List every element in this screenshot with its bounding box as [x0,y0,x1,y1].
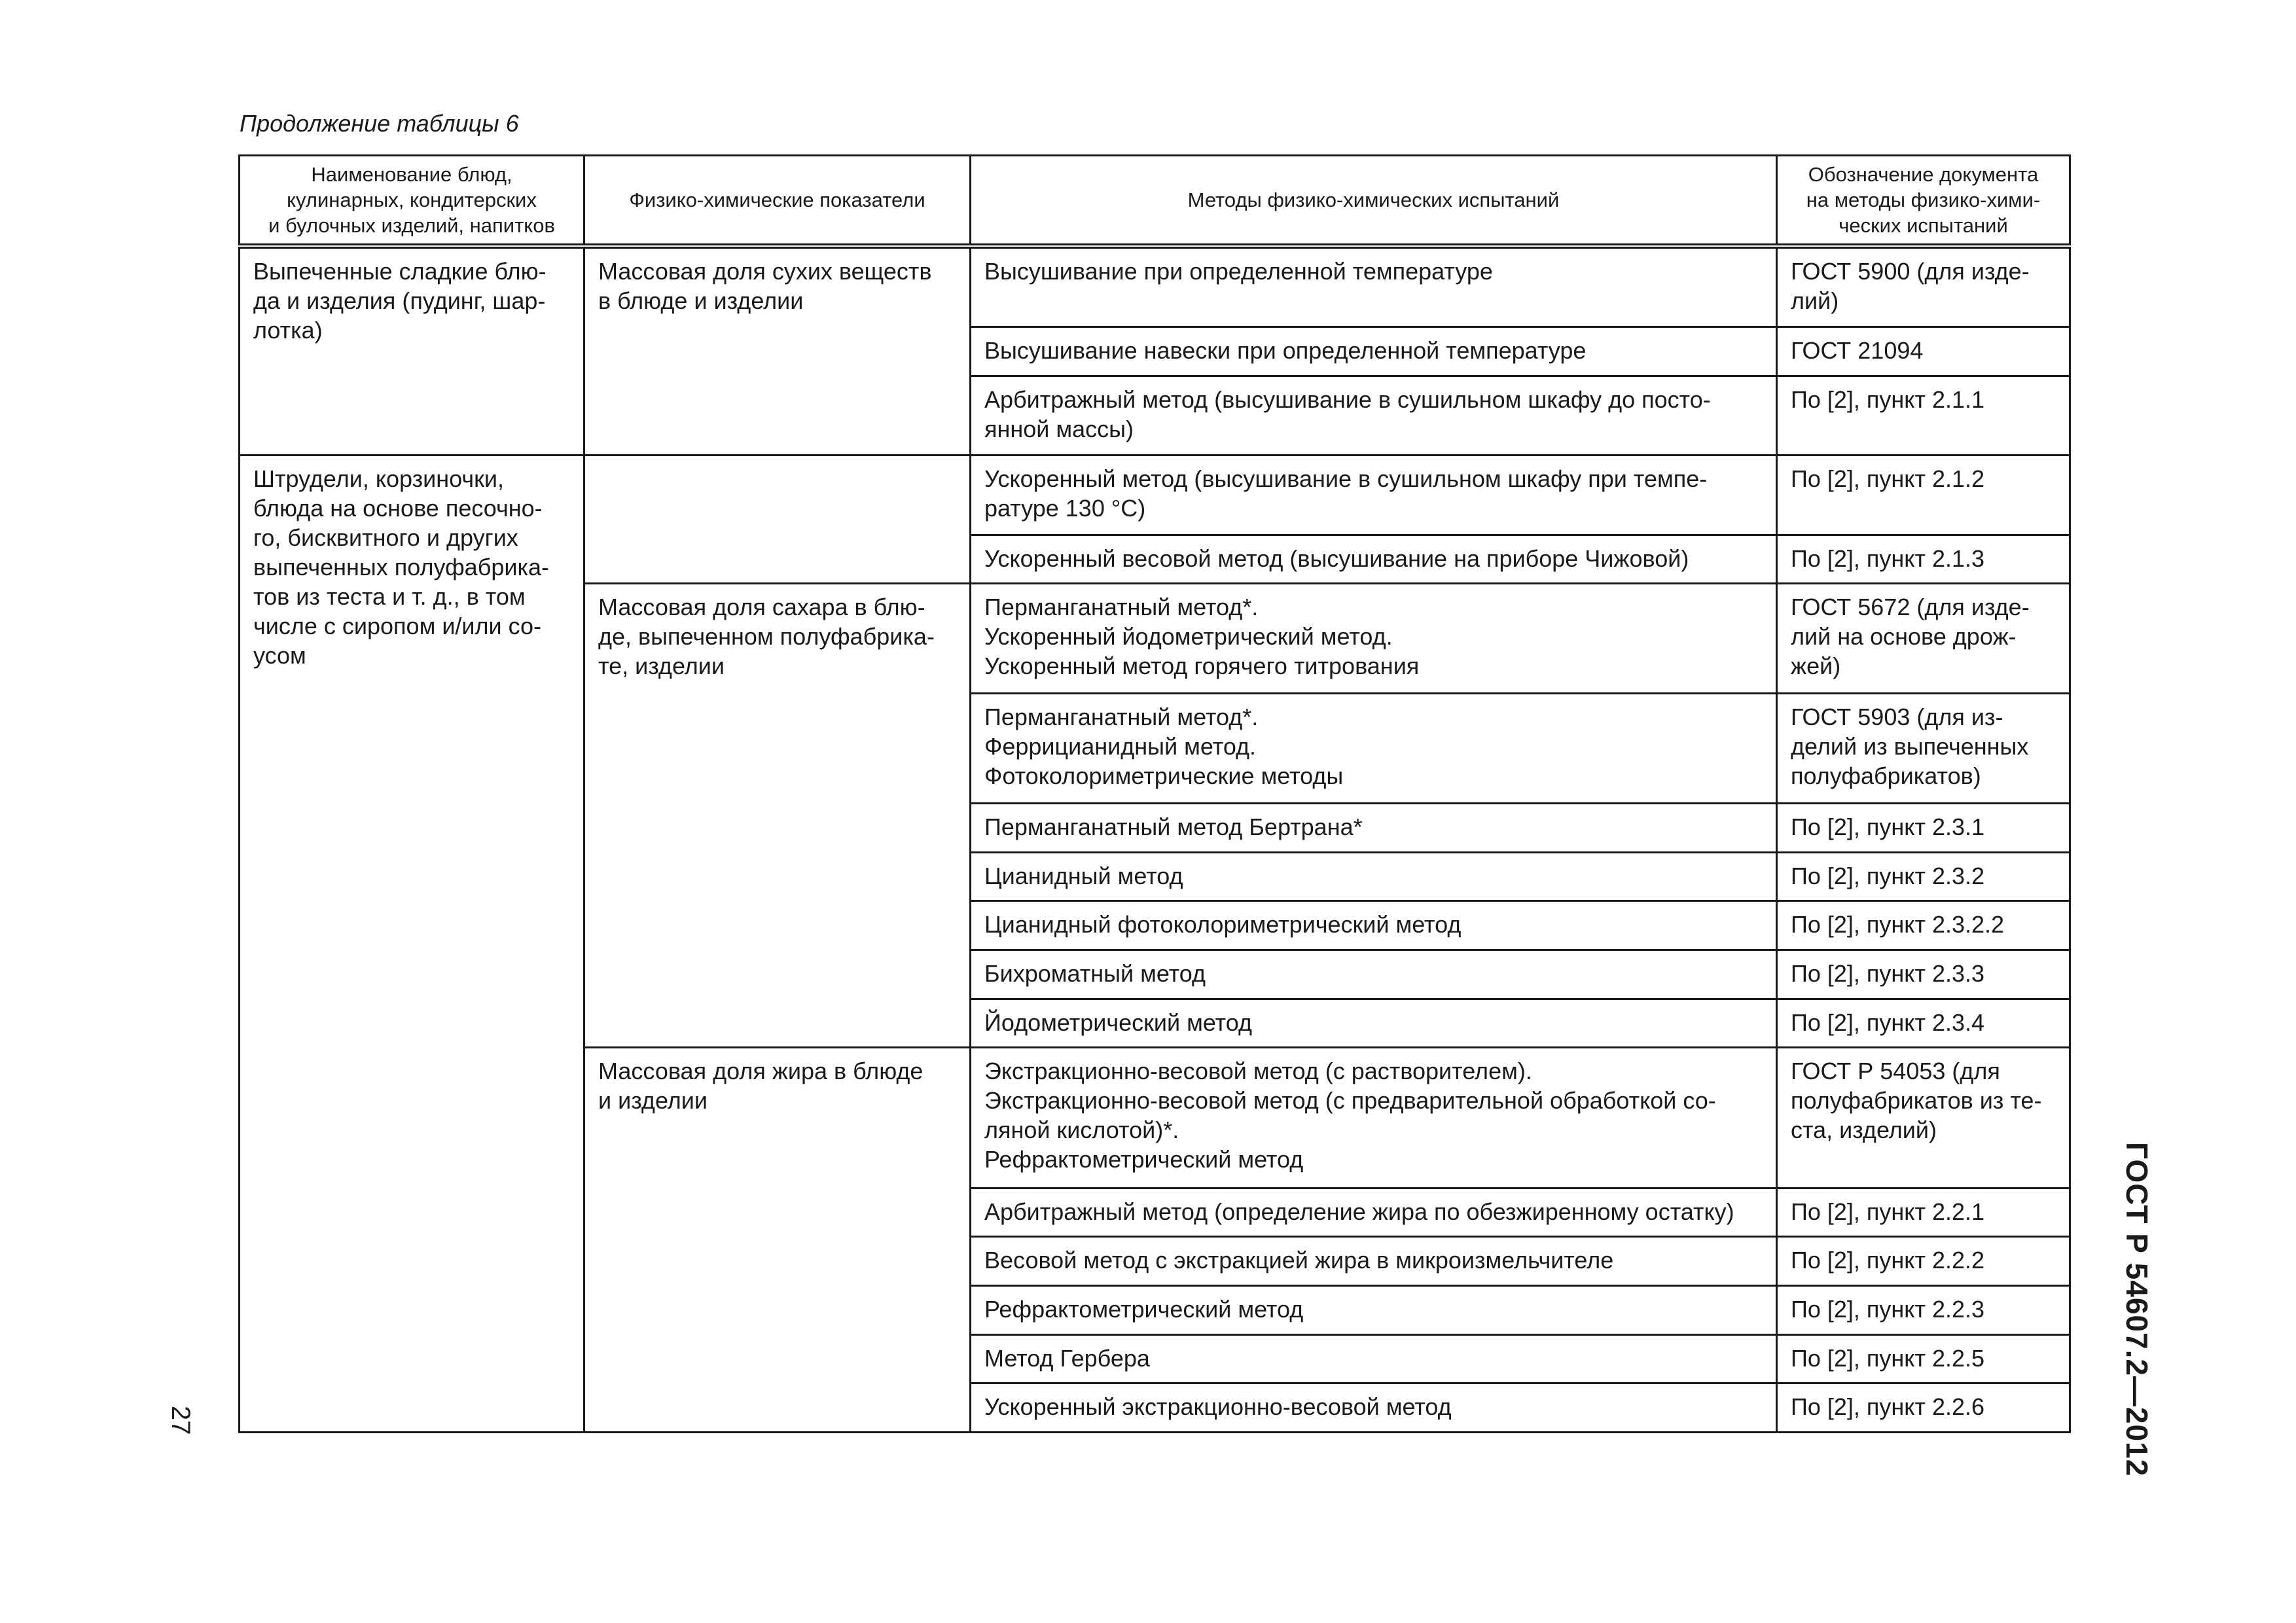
product-group-cell: Штрудели, корзиночки, блюда на основе песочно- го, бисквитного и других выпеченных полуфабрика- тов из теста и т. д., в том числе с сиропом и/или со- усом [240,455,584,1433]
header-row [240,156,2070,247]
indicator-cell: Массовая доля жира в блюде и изделии [584,1048,971,1433]
document-cell: По [2], пункт 2.3.3 [1777,950,2070,999]
document-cell: ГОСТ 5903 (для из- делий из выпеченных полуфабрикатов) [1777,694,2070,804]
document-code: ГОСТ Р 54607.2—2012 [2120,1142,2154,1477]
product-group-cell: Выпеченные сладкие блю- да и изделия (пудинг, шар- лотка) [240,246,584,455]
method-cell: Перманганатный метод*. Феррицианидный метод. Фотоколориметрические методы [971,694,1777,804]
method-cell: Высушивание навески при определенной температуре [971,327,1777,376]
column-header-indicator: Физико-химические показатели [584,156,971,247]
method-cell: Ускоренный весовой метод (высушивание на приборе Чижовой) [971,535,1777,584]
column-header-document: Обозначение документа на методы физико-хими- ческих испытаний [1777,156,2070,247]
document-cell: ГОСТ 5672 (для изде- лий на основе дрож- жей) [1777,584,2070,694]
method-cell: Метод Гербера [971,1334,1777,1383]
page-number: 27 [166,1406,195,1435]
method-cell: Арбитражный метод (определение жира по обезжиренному остатку) [971,1188,1777,1237]
methods-table [238,154,2071,1433]
method-cell: Йодометрический метод [971,999,1777,1048]
column-header-product: Наименование блюд, кулинарных, кондитерских и булочных изделий, напитков [240,156,584,247]
document-cell: По [2], пункт 2.3.4 [1777,999,2070,1048]
document-cell: По [2], пункт 2.2.1 [1777,1188,2070,1237]
method-cell: Рефрактометрический метод [971,1285,1777,1334]
document-cell: По [2], пункт 2.3.2 [1777,852,2070,901]
document-cell: По [2], пункт 2.3.2.2 [1777,901,2070,950]
method-cell: Ускоренный экстракционно-весовой метод [971,1383,1777,1433]
document-cell: По [2], пункт 2.2.6 [1777,1383,2070,1433]
document-cell: По [2], пункт 2.2.5 [1777,1334,2070,1383]
table-row [240,455,2070,535]
document-cell: По [2], пункт 2.2.2 [1777,1237,2070,1286]
method-cell: Перманганатный метод Бертрана* [971,804,1777,853]
method-cell: Перманганатный метод*. Ускоренный йодометрический метод. Ускоренный метод горячего титрования [971,584,1777,694]
method-cell: Ускоренный метод (высушивание в сушильном шкафу при темпе- ратуре 130 °С) [971,455,1777,535]
document-cell: ГОСТ 21094 [1777,327,2070,376]
method-cell: Весовой метод с экстракцией жира в микроизмельчителе [971,1237,1777,1286]
indicator-cell: Массовая доля сухих веществ в блюде и изделии [584,246,971,455]
column-header-method: Методы физико-химических испытаний [971,156,1777,247]
table-row [240,246,2070,327]
method-cell: Цианидный метод [971,852,1777,901]
method-cell: Экстракционно-весовой метод (с растворителем). Экстракционно-весовой метод (с предварительной обработкой со- ляной кислотой)*. Рефрактометрический метод [971,1048,1777,1188]
document-cell: ГОСТ Р 54053 (для полуфабрикатов из те- ста, изделий) [1777,1048,2070,1188]
document-cell: По [2], пункт 2.1.2 [1777,455,2070,535]
document-cell: По [2], пункт 2.1.1 [1777,376,2070,455]
table-caption: Продолжение таблицы 6 [240,110,519,137]
indicator-cell [584,455,971,584]
document-cell: ГОСТ 5900 (для изде- лий) [1777,246,2070,327]
method-cell: Бихроматный метод [971,950,1777,999]
method-cell: Высушивание при определенной температуре [971,246,1777,327]
document-cell: По [2], пункт 2.2.3 [1777,1285,2070,1334]
method-cell: Цианидный фотоколориметрический метод [971,901,1777,950]
document-cell: По [2], пункт 2.3.1 [1777,804,2070,853]
document-cell: По [2], пункт 2.1.3 [1777,535,2070,584]
method-cell: Арбитражный метод (высушивание в сушильном шкафу до посто- янной массы) [971,376,1777,455]
indicator-cell: Массовая доля сахара в блю- де, выпеченном полуфабрика- те, изделии [584,584,971,1048]
